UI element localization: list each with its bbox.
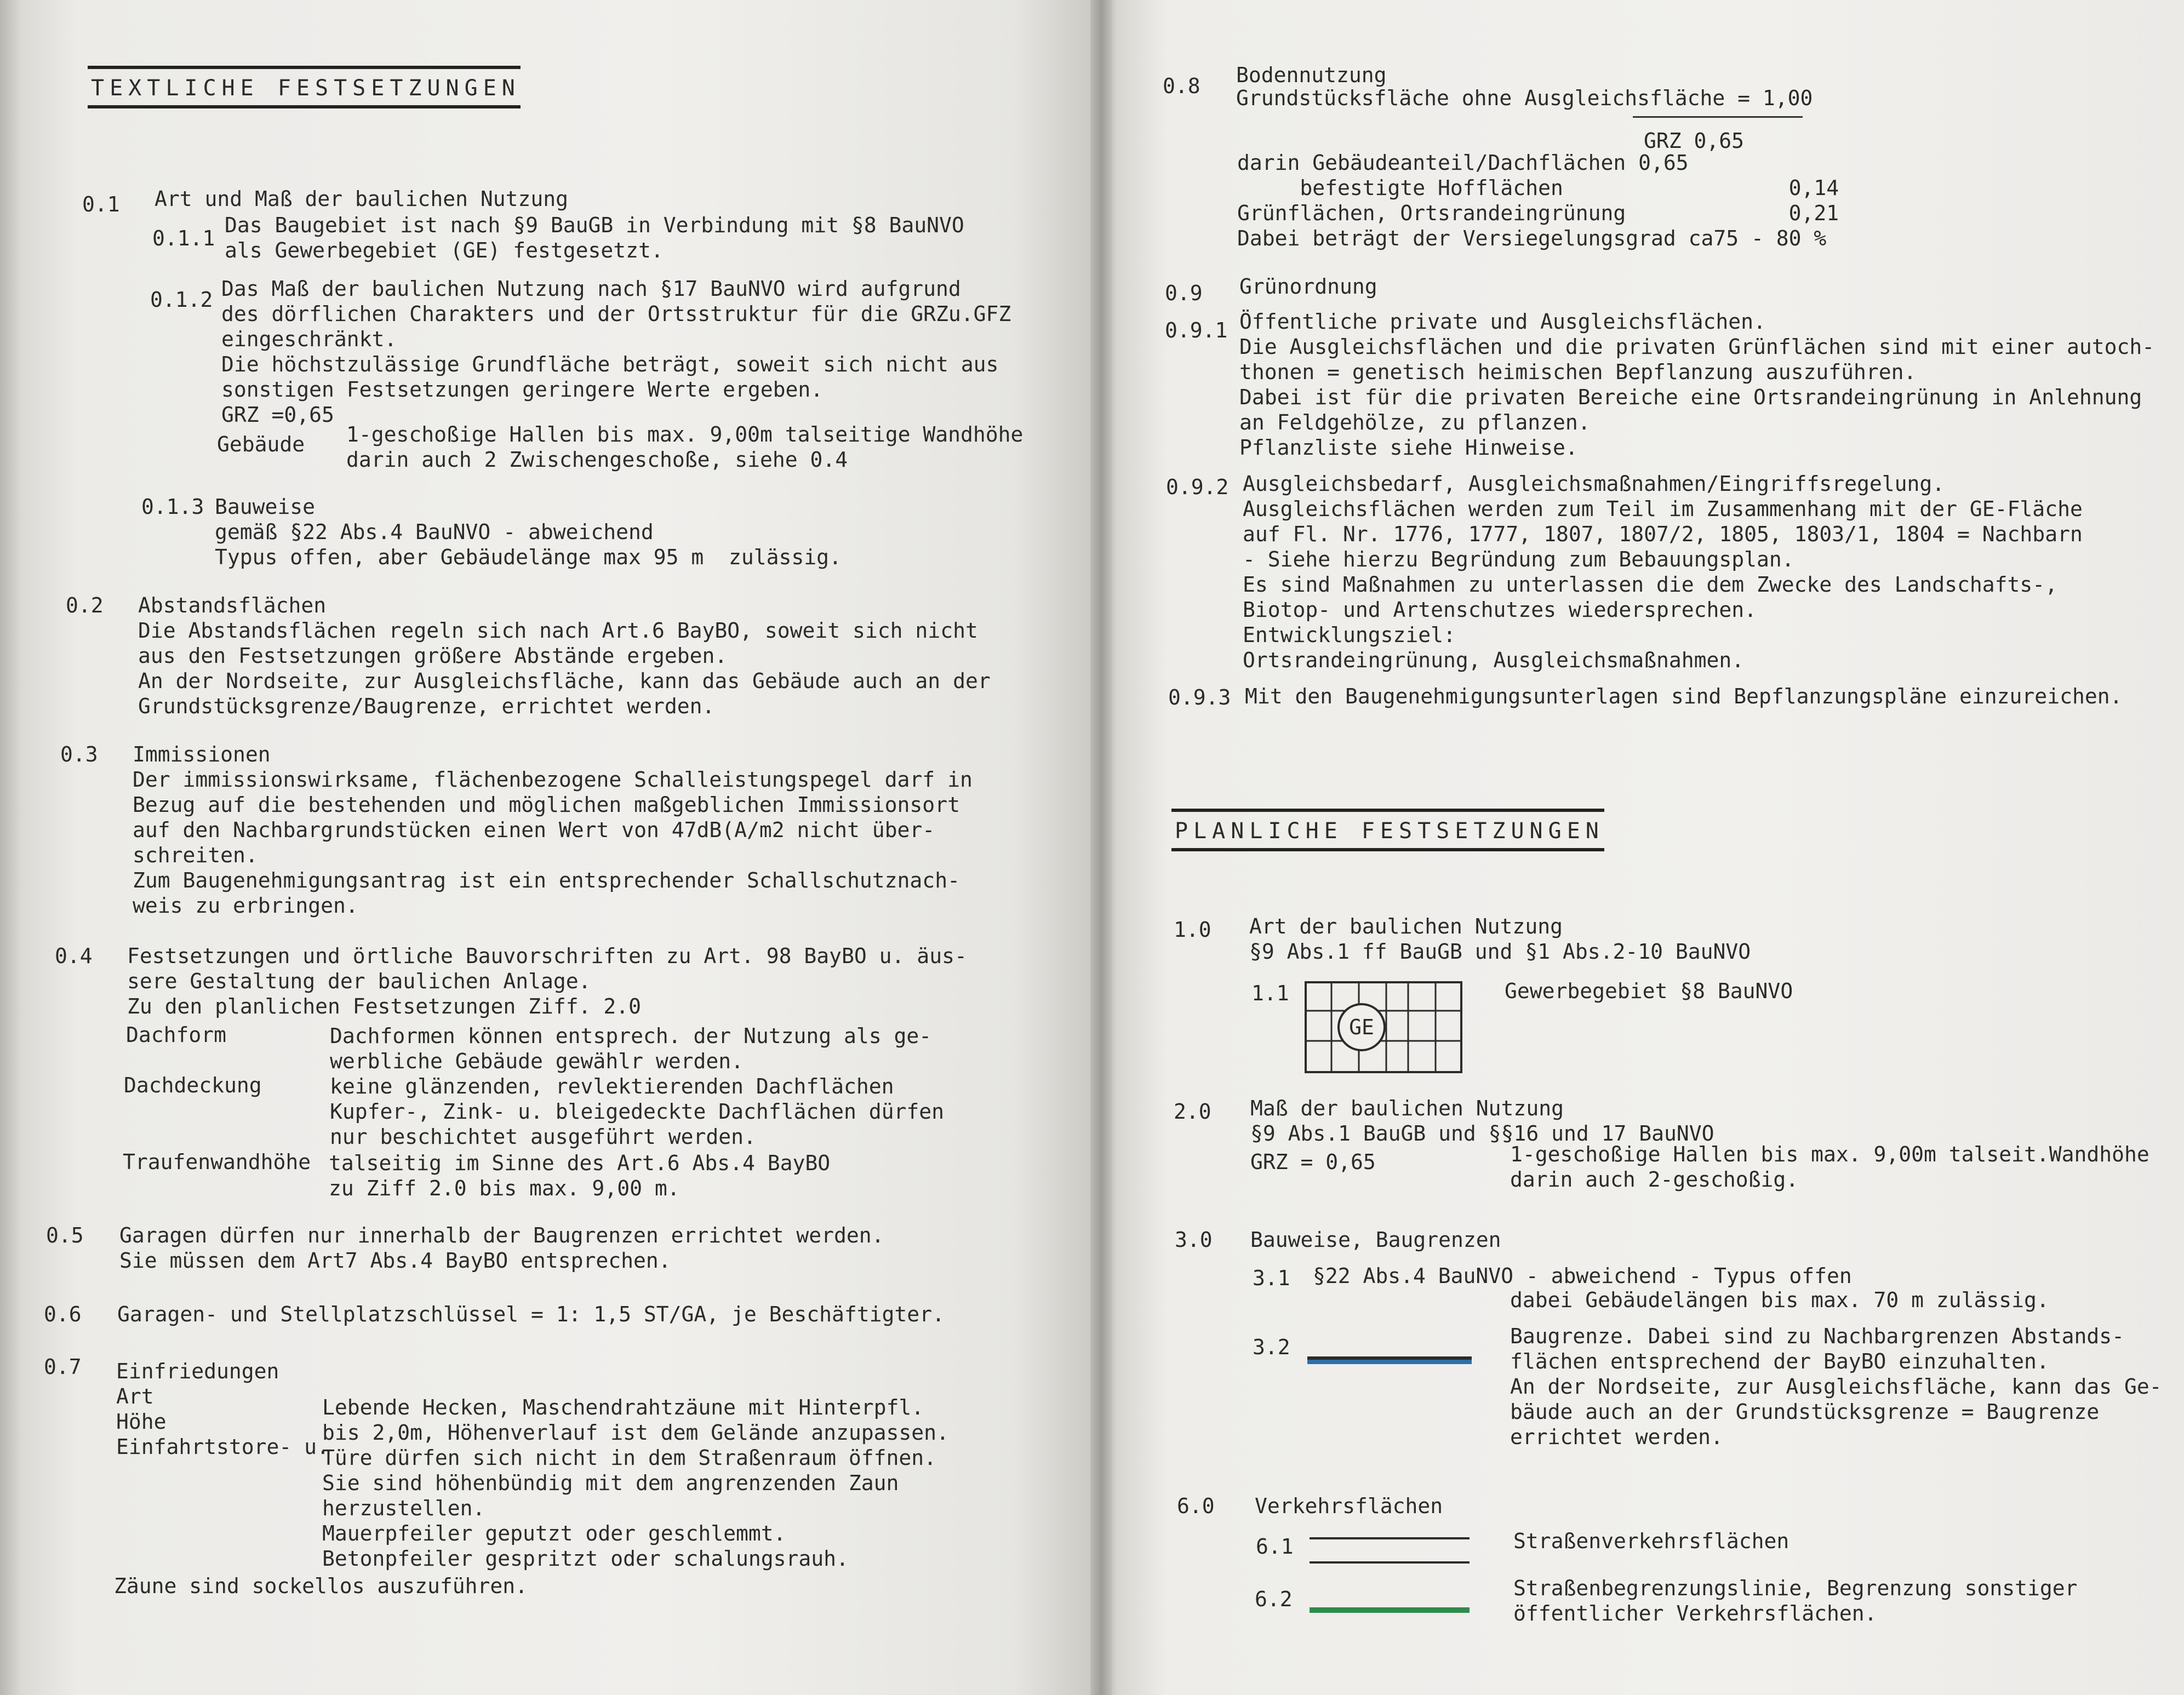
- gebaeude-text: 1-geschoßige Hallen bis max. 9,00m talseitige Wandhöhe darin auch 2 Zwischengeschoße, siehe 0.4: [346, 422, 1024, 472]
- section-title: Grünordnung: [1239, 274, 1377, 299]
- section-text: Art der baulichen Nutzung §9 Abs.1 ff BauGB und §1 Abs.2-10 BauNVO: [1249, 914, 1751, 964]
- grz-value: GRZ 0,65: [1644, 129, 1745, 153]
- section-text: Ausgleichsbedarf, Ausgleichsmaßnahmen/Eingriffsregelung. Ausgleichsflächen werden zum Teil im Zusammenhang mit der GE-Fläche auf Fl. Nr. 1776, 1777, 1807, 1807/2, 1805, 1803/1, 1804 = Nachbarn - Siehe hierzu Begründung zum Bebauungsplan. Es sind Maßnahmen zu unterlassen die dem Zwecke des Landschafts-, Biotop- und Artenschutzes wiedersprechen. Entwicklungsziel: Ortsrandeingrünung, Ausgleichsmaßnahmen.: [1243, 472, 2083, 672]
- section-text: Gewerbegebiet §8 BauNVO: [1505, 979, 1793, 1003]
- section-number: 0.9.3: [1168, 685, 1231, 709]
- dachdeckung-text: keine glänzenden, revlektierenden Dachflächen Kupfer-, Zink- u. bleigedeckte Dachflächen dürfen nur beschichtet ausgeführt werden.: [330, 1074, 945, 1149]
- section-text: Immissionen Der immissionswirksame, flächenbezogene Schalleistungspegel darf in Bezug auf die bestehenden und möglichen maßgeblichen Immissionsort auf den Nachbargrundstücken einen Wert von 47dB(A/m2 nicht über- schreiten. Zum Baugenehmigungsantrag ist ein entsprechender Schallschutznach- weis zu erbringen.: [133, 742, 973, 918]
- einfriedungen-labels: Art Höhe Einfahrtstore- u.: [116, 1384, 329, 1459]
- section-number: 6.0: [1177, 1494, 1215, 1518]
- gewerbegebiet-symbol: [1304, 981, 1463, 1074]
- section-text: Garagen- und Stellplatzschlüssel = 1: 1,5 ST/GA, je Beschäftigter.: [117, 1302, 945, 1326]
- strasse-line-bottom: [1310, 1561, 1470, 1564]
- dachform-label: Dachform: [126, 1023, 227, 1047]
- section-text-2: dabei Gebäudelängen bis max. 70 m zulässig.: [1510, 1288, 2049, 1312]
- section-text: Das Baugebiet ist nach §9 BauGB in Verbindung mit §8 BauNVO als Gewerbegebiet (GE) festgesetzt.: [225, 213, 964, 262]
- section-title: Verkehrsflächen: [1255, 1494, 1443, 1518]
- section-number: 0.9.2: [1166, 475, 1229, 499]
- section-number: 3.1: [1253, 1266, 1290, 1290]
- section-number: 6.1: [1256, 1534, 1294, 1559]
- section-text: Baugrenze. Dabei sind zu Nachbargrenzen Abstands- flächen entsprechend der BayBO einzuhalten. An der Nordseite, zur Ausgleichsfläche, kann das Ge- bäude auch an der Grundstücksgrenze = Baugrenze errichtet werden.: [1510, 1324, 2162, 1449]
- section-text: Bauweise gemäß §22 Abs.4 BauNVO - abweichend Typus offen, aber Gebäudelänge max 95 m zulässig.: [215, 495, 842, 569]
- baugrenze-line-symbol: [1307, 1356, 1472, 1363]
- traufenwandhoehe-label: Traufenwandhöhe: [123, 1150, 311, 1174]
- section-title: Bodennutzung: [1236, 63, 1387, 87]
- heading-textliche-festsetzungen: TEXTLICHE FESTSETZUNGEN: [88, 66, 521, 108]
- gebaeude-label: Gebäude: [217, 432, 305, 456]
- section-number: 0.4: [55, 944, 93, 968]
- section-text: Maß der baulichen Nutzung §9 Abs.1 BauGB und §§16 und 17 BauNVO: [1250, 1096, 1714, 1146]
- dachform-text: Dachformen können entsprech. der Nutzung als ge- werbliche Gebäude gewählr werden.: [330, 1024, 932, 1073]
- heading-planliche-festsetzungen: PLANLICHE FESTSETZUNGEN: [1171, 809, 1604, 851]
- grz-label: GRZ = 0,65: [1250, 1150, 1376, 1174]
- sum-rule: [1633, 116, 1803, 118]
- section-number: 2.0: [1174, 1100, 1211, 1124]
- section-number: 0.6: [44, 1302, 82, 1326]
- section-number: 0.1.2: [150, 288, 213, 312]
- section-number: 0.3: [60, 742, 98, 766]
- strasse-line-top: [1310, 1537, 1470, 1539]
- grz-text: 1-geschoßige Hallen bis max. 9,00m talseit.Wandhöhe darin auch 2-geschoßig.: [1510, 1142, 2149, 1192]
- section-text: Straßenbegrenzungslinie, Begrenzung sonstiger öffentlicher Verkehrsflächen.: [1513, 1576, 2078, 1625]
- section-title: Einfriedungen: [116, 1359, 279, 1383]
- section-text: §22 Abs.4 BauNVO - abweichend - Typus offen: [1313, 1264, 1852, 1288]
- section-number: 1.1: [1251, 981, 1289, 1005]
- section-number: 1.0: [1174, 918, 1211, 942]
- section-number: 0.2: [66, 593, 104, 617]
- section-number: 0.9.1: [1165, 318, 1228, 342]
- section-number: 0.8: [1163, 74, 1200, 98]
- ge-label: GE: [1349, 1015, 1374, 1039]
- section-text: Straßenverkehrsflächen: [1513, 1529, 1789, 1553]
- bodennutzung-line: Grundstücksfläche ohne Ausgleichsfläche = 1,00: [1236, 86, 1813, 110]
- section-number: 0.1: [82, 192, 120, 216]
- section-text: Mit den Baugenehmigungsunterlagen sind Bepflanzungspläne einzureichen.: [1245, 684, 2123, 708]
- book-gutter: [1090, 0, 1112, 1695]
- traufenwandhoehe-text: talseitig im Sinne des Art.6 Abs.4 BayBO zu Ziff 2.0 bis max. 9,00 m.: [329, 1151, 831, 1200]
- section-number: 0.1.1: [152, 226, 215, 250]
- section-text: Festsetzungen und örtliche Bauvorschriften zu Art. 98 BayBO u. äus- sere Gestaltung der baulichen Anlage. Zu den planlichen Festsetzungen Ziff. 2.0: [127, 944, 967, 1018]
- section-number: 0.5: [46, 1223, 84, 1247]
- section-number: 0.1.3: [141, 495, 204, 519]
- strassenbegrenzung-line-symbol: [1310, 1607, 1470, 1613]
- section-text: Abstandsflächen Die Abstandsflächen regeln sich nach Art.6 BayBO, soweit sich nicht aus den Festsetzungen größere Abstände ergeben. An der Nordseite, zur Ausgleichsfläche, kann das Gebäude auch an der Grundstücksgrenze/Baugrenze, errichtet werden.: [138, 593, 991, 718]
- section-title: Bauweise, Baugrenzen: [1250, 1228, 1501, 1252]
- section-number: 3.0: [1175, 1228, 1213, 1252]
- section-text: Garagen dürfen nur innerhalb der Baugrenzen errichtet werden. Sie müssen dem Art7 Abs.4 BayBO entsprechen.: [119, 1223, 884, 1273]
- section-number: 3.2: [1253, 1335, 1290, 1359]
- bodennutzung-text: darin Gebäudeanteil/Dachflächen 0,65 befestigte Hofflächen 0,14 Grünflächen, Ortsrandeingrünung 0,21 Dabei beträgt der Versiegelungsgrad ca75 - 80 %: [1237, 151, 1839, 250]
- section-text: Das Maß der baulichen Nutzung nach §17 BauNVO wird aufgrund des dörflichen Charakters und der Ortsstruktur für die GRZu.GFZ eingeschränkt. Die höchstzulässige Grundfläche beträgt, soweit sich nicht aus sonstigen Festsetzungen geringere Werte ergeben. GRZ =0,65: [221, 277, 1011, 427]
- einfriedungen-text: Lebende Hecken, Maschendrahtzäune mit Hinterpfl. bis 2,0m, Höhenverlauf ist dem Gelände anzupassen. Türe dürfen sich nicht in dem Straßenraum öffnen. Sie sind höhenbündig mit dem angrenzenden Zaun herzustellen. Mauerpfeiler geputzt oder geschlemmt. Betonpfeiler gespritzt oder schalungsrauh.: [322, 1395, 949, 1571]
- einfriedungen-footer: Zäune sind sockellos auszuführen.: [114, 1574, 528, 1598]
- section-text: Öffentliche private und Ausgleichsflächen. Die Ausgleichsflächen und die privaten Grünflächen sind mit einer autoch- thonen = genetisch heimischen Bepflanzung auszuführen. Dabei ist für die privaten Bereiche eine Ortsrandeingrünung in Anlehnung an Feldgehölze, zu pflanzen. Pflanzliste siehe Hinweise.: [1239, 310, 2155, 460]
- dachdeckung-label: Dachdeckung: [124, 1073, 262, 1097]
- section-number: 6.2: [1255, 1587, 1293, 1611]
- section-title: Art und Maß der baulichen Nutzung: [155, 187, 568, 211]
- section-number: 0.7: [44, 1355, 82, 1379]
- section-number: 0.9: [1165, 281, 1203, 305]
